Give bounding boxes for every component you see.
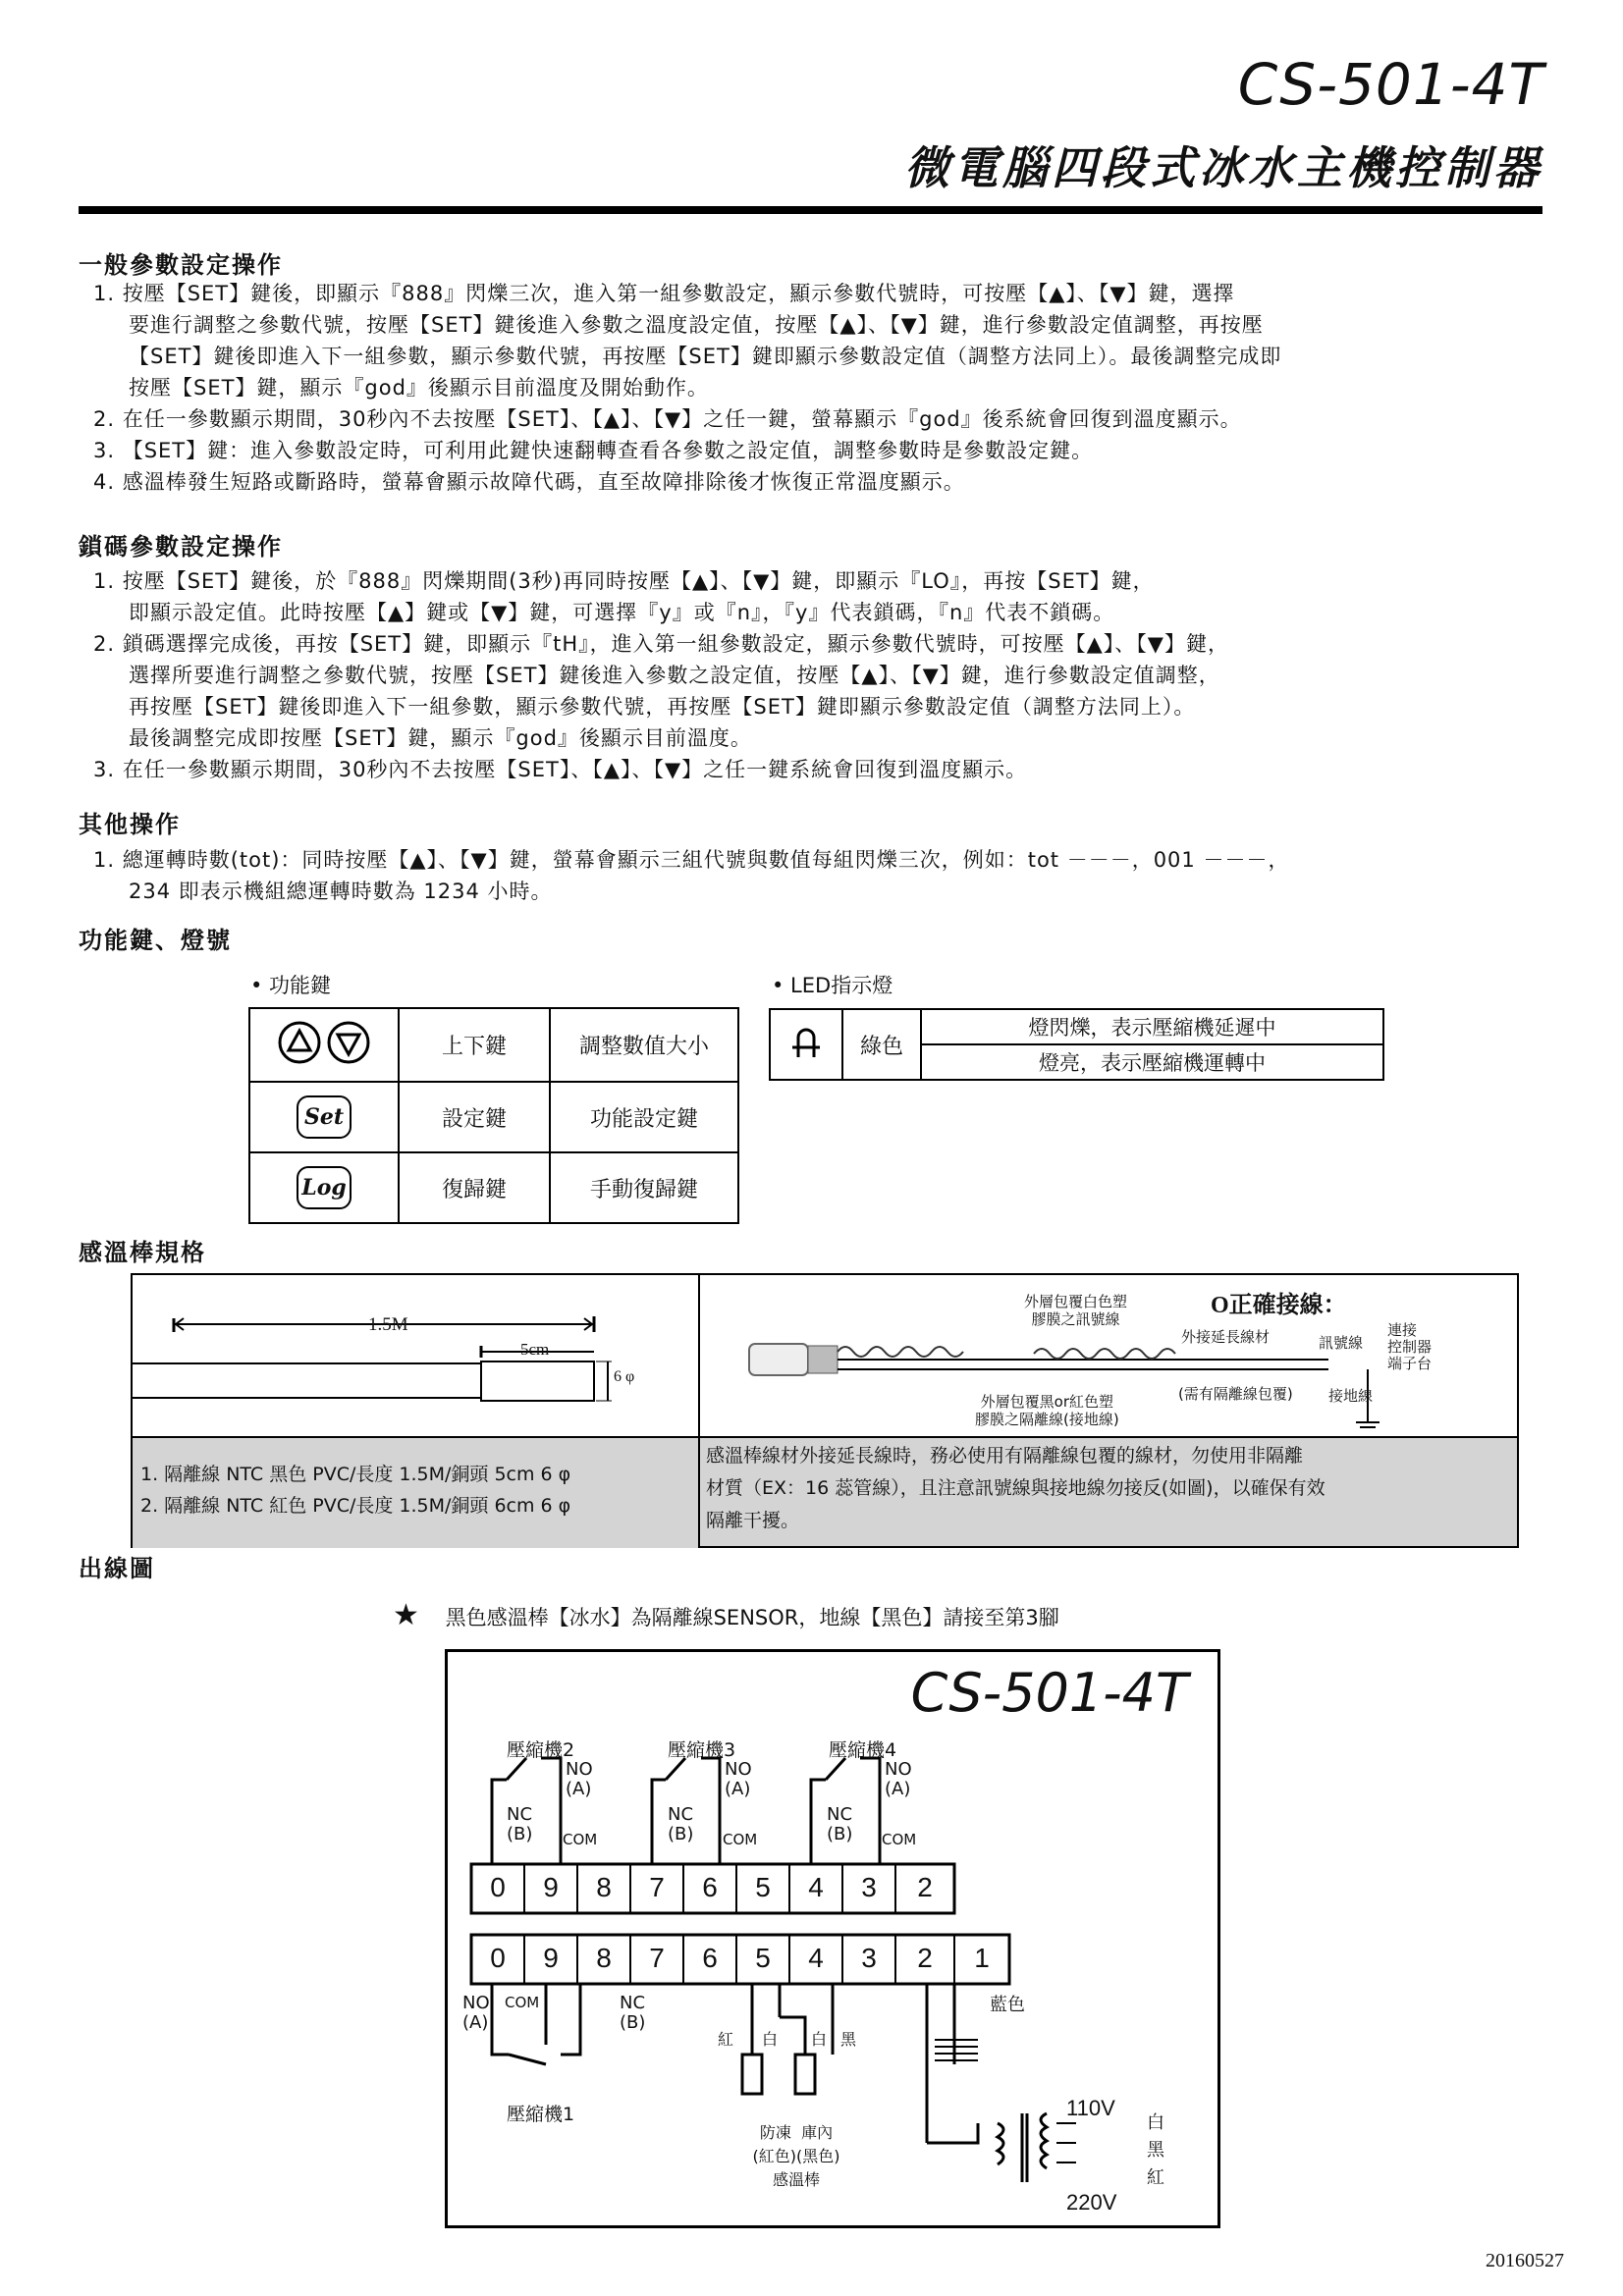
relay2-nc: NC (B) [507,1804,533,1844]
terminal-top-5: 5 [755,1872,771,1902]
room-sensor-label: 庫內 [801,2123,834,2142]
antifreeze-sensor-color: (紅色) [752,2147,796,2165]
shield-note-label: (需有隔離線包覆) [1178,1385,1293,1403]
lock-item-2-line-1: 2. 鎖碼選擇完成後，再按【SET】鍵，即顯示『tH』，進入第一組參數設定，顯示參數代號時，可按壓【▲】、【▼】鍵， [93,632,1229,656]
transformer-wire-colors [1147,2109,1164,2192]
voltage-220: 220V [1066,2190,1117,2215]
terminal-top-6: 6 [702,1872,718,1902]
led-color: 綠色 [842,1009,921,1080]
terminal-bottom-5: 5 [755,1943,771,1973]
probe-wiring-diagram [700,1275,1517,1436]
led-icon-cell [770,1009,842,1080]
probe-length: 1.5M [368,1314,408,1335]
probe-dimension-drawing [133,1275,698,1436]
shield-wire-label: 外層包覆黑or紅色塑 膠膜之隔離線(接地線) [975,1393,1119,1428]
probe-extension-note [700,1436,1517,1546]
compressor-1-label: 壓縮機1 [507,2104,575,2125]
white-wire-label-1: 白 [762,2030,779,2049]
compressor-2-label: 壓縮機2 [507,1739,575,1761]
model-number: CS-501-4T [1237,51,1544,118]
signal-line-label: 訊號線 [1319,1334,1364,1352]
relay2-no: NO (A) [566,1759,593,1799]
general-list [93,278,1546,498]
general-item-1-line-3: 【SET】鍵後即進入下一組參數，顯示參數代號，再按壓【SET】鍵即顯示參數設定值（調整方法同上）。最後調整完成即 [129,345,1282,368]
spec-item-2: 2. 隔離線 NTC 紅色 PVC/長度 1.5M/銅頭 6cm 6 φ [140,1495,571,1517]
led-table [769,1008,1384,1081]
terminal-label: 連接 控制器 端子台 [1387,1321,1433,1372]
relay4-no: NO (A) [885,1759,912,1799]
terminal-bottom-3: 3 [861,1943,877,1973]
led-blink-desc: 燈閃爍，表示壓縮機延遲中 [921,1009,1383,1044]
updown-name: 上下鍵 [399,1008,550,1082]
probe-heading: 感溫棒規格 [79,1239,206,1266]
wiring-note-text: 黑色感溫棒【冰水】為隔離線SENSOR，地線【黑色】請接至第3腳 [445,1606,1059,1629]
general-item-1-line-4: 按壓【SET】鍵，顯示『god』後顯示目前溫度及開始動作。 [129,376,709,400]
probe-dimension-diagram [133,1275,700,1436]
lock-list [93,565,1546,785]
black-wire-label: 黑 [840,2030,857,2049]
general-item-2: 2. 在任一參數顯示期間，30秒內不去按壓【SET】、【▲】、【▼】之任一鍵，螢幕顯示『god』後系統會回復到溫度顯示。 [93,407,1242,431]
set-name: 設定鍵 [399,1082,550,1152]
page-title: 微電腦四段式冰水主機控制器 [904,141,1542,194]
probe-head-length: 5cm [520,1340,550,1359]
red-wire-label: 紅 [718,2030,734,2049]
other-item-1-line-1: 1. 總運轉時數(tot)：同時按壓【▲】、【▼】鍵，螢幕會顯示三組代號與數值每組閃爍三次，例如：tot －－－，001 －－－， [93,848,1290,872]
relay2-com: COM [563,1831,598,1848]
terminal-bottom-8: 8 [596,1943,612,1973]
transformer-red: 紅 [1147,2167,1164,2188]
function-key-table [248,1007,739,1224]
note-line-3: 隔離干擾。 [706,1510,800,1531]
transformer-white: 白 [1147,2112,1164,2133]
wiring-diagram [445,1649,1220,2228]
correct-wiring-title: O正確接線： [1211,1293,1347,1318]
other-heading: 其他操作 [79,811,181,838]
terminal-top-8: 8 [596,1872,612,1902]
lock-heading: 鎖碼參數設定操作 [79,533,283,561]
star-icon: ★ [393,1598,419,1632]
terminal-top-2: 2 [917,1872,933,1902]
keys-heading: 功能鍵、燈號 [79,927,232,954]
terminal-top-9: 9 [543,1872,559,1902]
log-desc: 手動復歸鍵 [550,1152,738,1223]
compressor-4-label: 壓縮機4 [829,1739,897,1761]
lock-item-2-line-4: 最後調整完成即按壓【SET】鍵，顯示『god』後顯示目前溫度。 [129,726,752,750]
probe-spec-box [131,1273,1519,1548]
probe-diameter: 6 φ [614,1368,635,1385]
title-rule [79,206,1542,214]
note-line-1: 感溫棒線材外接延長線時，務必使用有隔離線包覆的線材，勿使用非隔離 [706,1445,1304,1467]
voltage-110: 110V [1066,2096,1115,2120]
lock-item-2-line-2: 選擇所要進行調整之參數代號，按壓【SET】鍵後進入參數之設定值，按壓【▲】、【▼】鍵，進行參數設定值調整， [129,664,1220,687]
led-icon [788,1022,824,1061]
other-item-1-line-2: 234 即表示機組總運轉時數為 1234 小時。 [129,880,553,903]
extension-label: 外接延長線材 [1181,1328,1271,1346]
white-wire-label-2: 白 [811,2030,828,2049]
lock-item-2-line-3: 再按壓【SET】鍵後即進入下一組參數，顯示參數代號，再按壓【SET】鍵即顯示參數設定值（調整方法同上）。 [129,695,1196,719]
relay1-no: NO (A) [462,1993,490,2033]
terminal-row-bottom [471,1943,1009,1974]
blue-wire-label: 藍色 [990,1995,1025,2015]
relay1-com: COM [505,1994,540,2011]
compressor-3-label: 壓縮機3 [668,1739,736,1761]
lock-item-3: 3. 在任一參數顯示期間，30秒內不去按壓【SET】、【▲】、【▼】之任一鍵系統會回復到溫度顯示。 [93,758,1028,781]
relay3-no: NO (A) [725,1759,752,1799]
set-desc: 功能設定鍵 [550,1082,738,1152]
relay3-nc: NC (B) [668,1804,694,1844]
relay4-nc: NC (B) [827,1804,853,1844]
terminal-top-0: 0 [490,1872,506,1902]
probe-spec-list [133,1436,700,1548]
transformer-black: 黑 [1147,2140,1164,2161]
lock-item-1-line-2: 即顯示設定值。此時按壓【▲】鍵或【▼】鍵，可選擇『y』或『n』，『y』代表鎖碼，『n』代表不鎖碼。 [129,601,1115,624]
room-sensor-color: (黑色) [796,2147,840,2165]
general-heading: 一般參數設定操作 [79,251,283,279]
log-name: 復歸鍵 [399,1152,550,1223]
terminal-top-7: 7 [649,1872,665,1902]
function-key-label: • 功能鍵 [250,974,332,997]
relay3-com: COM [723,1831,758,1848]
lock-item-1-line-1: 1. 按壓【SET】鍵後，於『888』閃爍期間(3秒)再同時按壓【▲】、【▼】鍵，即顯示『LO』，再按【SET】鍵， [93,569,1155,593]
note-line-2: 材質（EX：16 蕊管線），且注意訊號線與接地線勿接反(如圖)，以確保有效 [706,1477,1325,1499]
other-list [93,844,1546,907]
relay4-com: COM [882,1831,917,1848]
set-key-icon: Set [297,1095,352,1139]
relay1-nc: NC (B) [620,1993,646,2033]
terminal-bottom-2: 2 [917,1943,933,1973]
log-key-icon: Log [297,1166,352,1209]
sensor-label: 感溫棒 [772,2170,820,2189]
wiring-heading: 出線圖 [79,1555,155,1582]
led-on-desc: 燈亮，表示壓縮機運轉中 [921,1044,1383,1080]
updown-desc: 調整數值大小 [550,1008,738,1082]
ground-line-label: 接地線 [1328,1387,1374,1405]
up-down-icon [265,1018,383,1067]
general-item-4: 4. 感溫棒發生短路或斷路時，螢幕會顯示故障代碼，直至故障排除後才恢復正常溫度顯示。 [93,470,965,494]
general-item-1-line-1: 1. 按壓【SET】鍵後，即顯示『888』閃爍三次，進入第一組參數設定，顯示參數代號時，可按壓【▲】、【▼】鍵，選擇 [93,282,1235,305]
terminal-row-top [471,1872,954,1903]
updown-icon-cell [249,1008,399,1082]
sensor-labels [732,2121,860,2192]
antifreeze-sensor-label: 防凍 [759,2123,791,2142]
terminal-bottom-0: 0 [490,1943,506,1973]
terminal-bottom-6: 6 [702,1943,718,1973]
led-label: • LED指示燈 [772,974,893,997]
signal-wire-label: 外層包覆白色塑 膠膜之訊號線 [1024,1293,1128,1328]
spec-item-1: 1. 隔離線 NTC 黑色 PVC/長度 1.5M/銅頭 5cm 6 φ [140,1464,571,1485]
terminal-bottom-4: 4 [808,1943,824,1973]
wiring-model: CS-501-4T [910,1662,1188,1724]
terminal-top-3: 3 [861,1872,877,1902]
set-icon-cell [249,1082,399,1152]
terminal-bottom-1: 1 [974,1943,990,1973]
wiring-note [393,1598,1059,1632]
terminal-top-4: 4 [808,1872,824,1902]
general-item-1-line-2: 要進行調整之參數代號，按壓【SET】鍵後進入參數之溫度設定值，按壓【▲】、【▼】鍵，進行參數設定值調整，再按壓 [129,313,1264,337]
general-item-3: 3. 【SET】鍵：進入參數設定時，可利用此鍵快速翻轉查看各參數之設定值，調整參數時是參數設定鍵。 [93,439,1094,462]
revision-date: 20160527 [1486,2250,1564,2271]
log-icon-cell [249,1152,399,1223]
terminal-bottom-9: 9 [543,1943,559,1973]
terminal-bottom-7: 7 [649,1943,665,1973]
